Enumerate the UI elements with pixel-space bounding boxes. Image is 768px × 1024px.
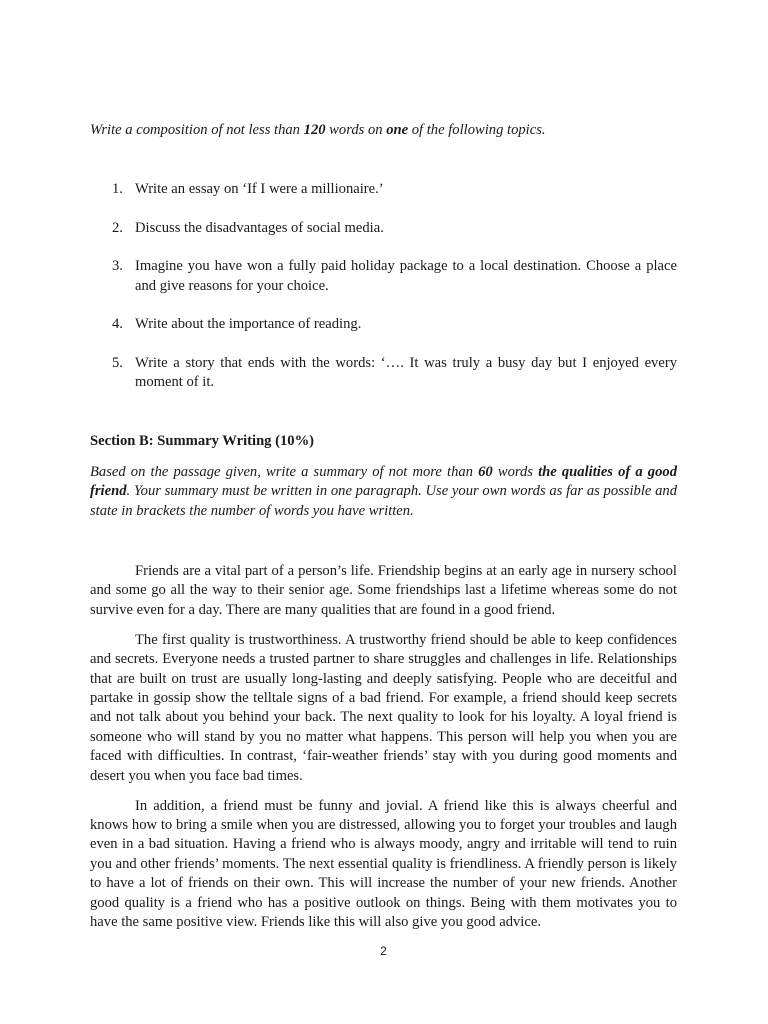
reading-passage: [90, 562, 677, 943]
summary-instruction-text-3: . Your summary must be written in one paragraph. Use your own words as far as possible and state in brackets the number of words you have written.: [90, 483, 677, 519]
section-b-heading: Section B: Summary Writing (10%): [90, 433, 315, 449]
summary-topic: the qualities of a good friend: [90, 464, 677, 500]
topic-list: [90, 180, 677, 412]
topic-text: Discuss the disadvantages of social media.: [135, 219, 384, 236]
summary-word-limit: 60: [478, 464, 493, 480]
page-number: 2: [380, 944, 387, 958]
topic-text: Write a story that ends with the words: ‘…. It was truly a busy day but I enjoyed every moment of it.: [135, 354, 677, 391]
topic-text: Write an essay on ‘If I were a millionaire.’: [135, 181, 384, 197]
topic-number: 5.: [112, 354, 123, 371]
document-page: [90, 0, 677, 1024]
topic-text: Imagine you have won a fully paid holiday package to a local destination. Choose a place and give reasons for your choice.: [135, 258, 677, 294]
topic-item: [90, 219, 677, 238]
summary-instruction-text-1: Based on the passage given, write a summary of not more than: [90, 464, 479, 480]
instruction-text-1: Write a composition of not less than: [90, 122, 304, 138]
topic-item: [90, 315, 677, 334]
passage-paragraph: The first quality is trustworthiness. A trustworthy friend should be able to keep confidences and secrets. Everyone needs a trusted partner to share struggles and challenges in life. Relationships that are built on trust are usually long-lasting and deeply satisfying. People who are deceitful and partake in gossip show the telltale signs of a bad friend. For example, a friend should keep secrets and not talk about you behind your back. The next quality to look for his loyalty. A loyal friend is someone who will stand by you no matter what happens. This person will help you when you are faced with difficulties. In contrast, ‘fair-weather friends’ stay with you during good moments and desert you when you face bad times.: [90, 631, 677, 784]
summary-instruction: [90, 463, 677, 521]
composition-instruction: [90, 121, 677, 140]
instruction-emphasis-one: one: [386, 122, 409, 138]
instruction-text-3: of the following topics.: [408, 122, 546, 138]
topic-item: [90, 354, 677, 393]
instruction-word-count: 120: [303, 122, 326, 138]
instruction-text-2: words on: [325, 122, 387, 138]
summary-instruction-text-2: words: [492, 464, 539, 480]
passage-paragraph: Friends are a vital part of a person’s life. Friendship begins at an early age in nursery school and some go all the way to their senior age. Some friendships last a lifetime whereas some do not survive even for a day. There are many qualities that are found in a good friend.: [90, 563, 677, 618]
topic-number: 1.: [112, 181, 123, 197]
topic-number: 4.: [112, 316, 123, 333]
passage-paragraph: In addition, a friend must be funny and jovial. A friend like this is always cheerful and knows how to bring a smile when you are distressed, allowing you to forget your troubles and laugh even in a bad situation. Having a friend who is always moody, angry and irritable will tend to ruin you and other friends’ moments. The next essential quality is friendliness. A friendly person is likely to have a lot of friends on their own. This will increase the number of your new friends. Another good quality is a friend who has a positive outlook on things. Being with them motivates you to have the same positive view. Friends like this will also give you good advice.: [90, 797, 677, 931]
topic-item: [90, 180, 677, 199]
topic-number: 2.: [112, 219, 123, 236]
topic-number: 3.: [112, 258, 123, 275]
topic-item: [90, 257, 677, 296]
topic-text: Write about the importance of reading.: [135, 316, 362, 333]
